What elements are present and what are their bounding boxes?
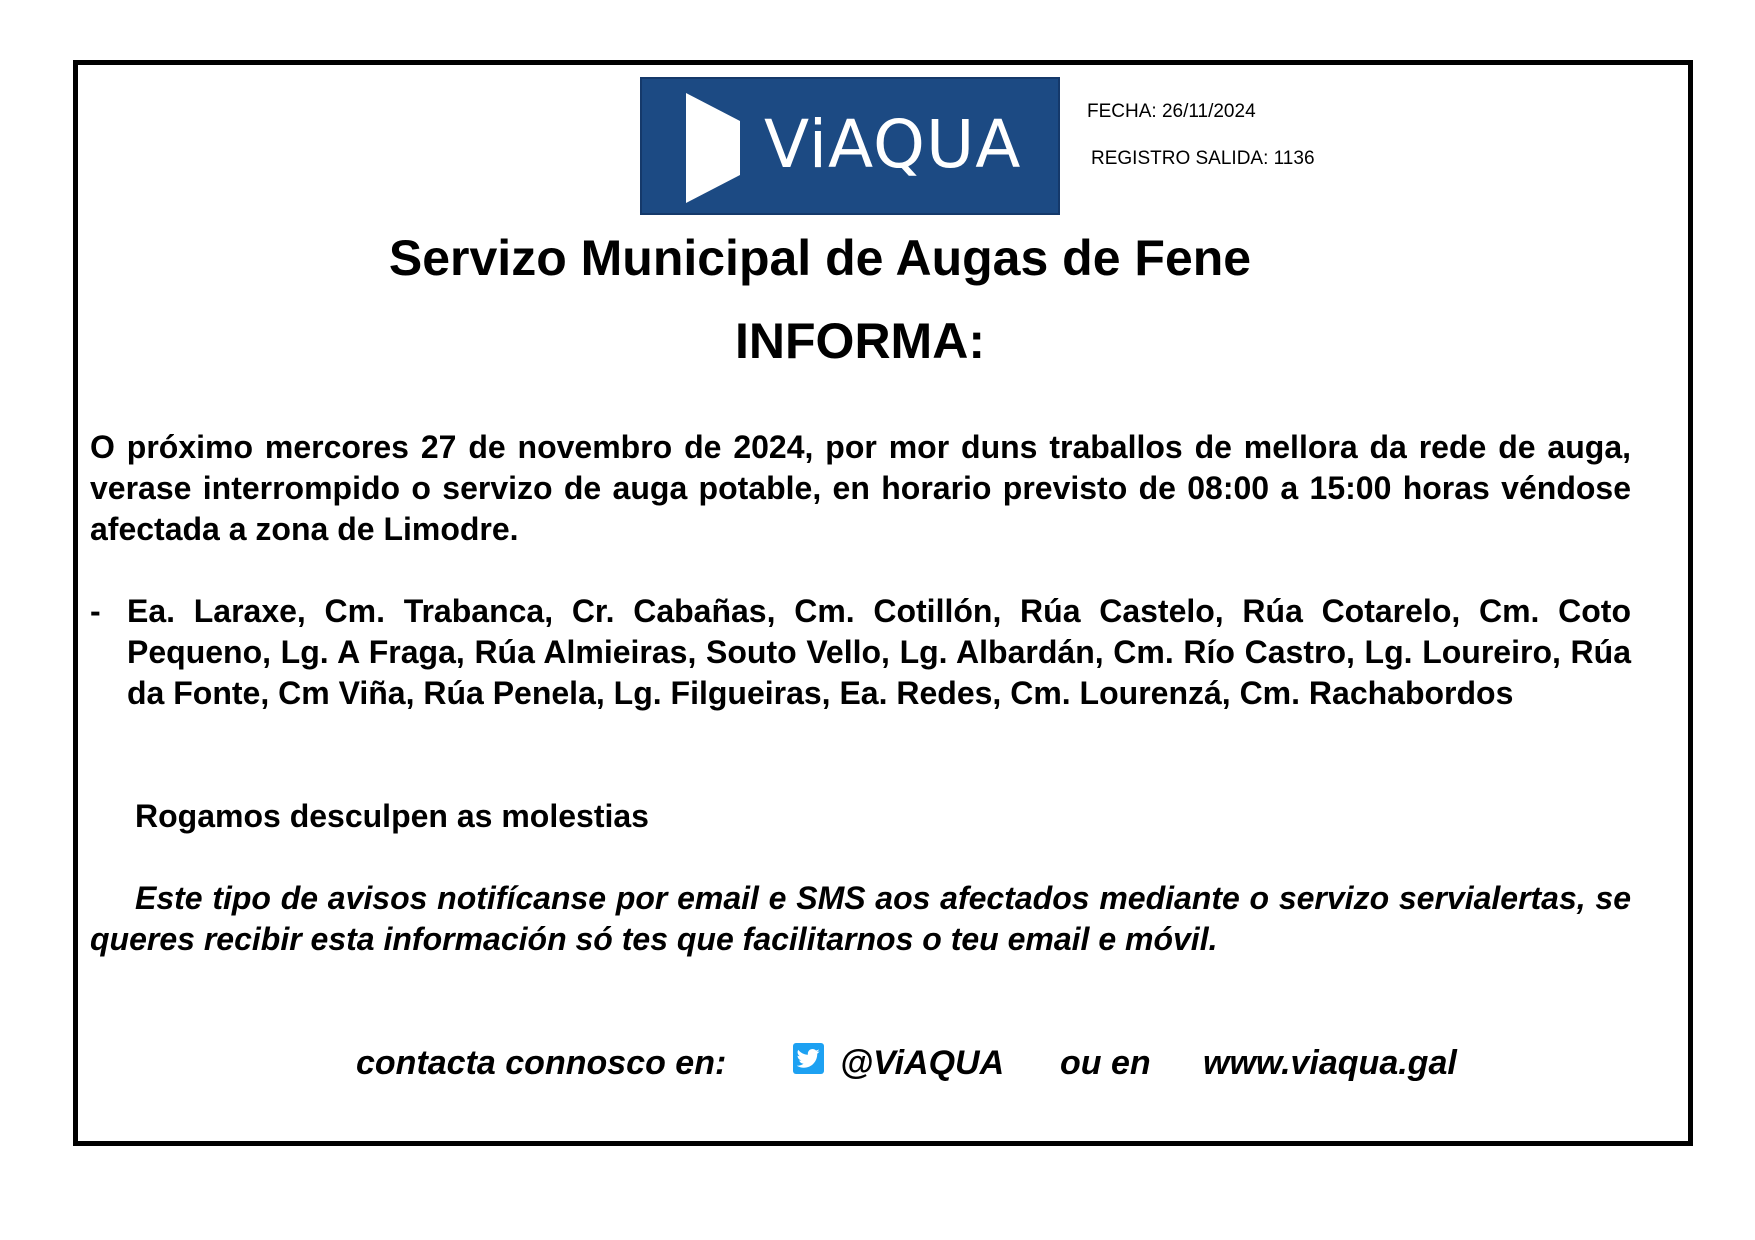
twitter-bird-icon <box>797 1048 820 1069</box>
page-subtitle: INFORMA: <box>735 313 985 369</box>
affected-streets-text: Ea. Laraxe, Cm. Trabanca, Cr. Cabañas, Cm. Cotillón, Rúa Castelo, Rúa Cotarelo, Cm. Coto Pequeno, Lg. A Fraga, Rúa Almieiras, Souto Vello, Lg. Albardán, Cm. Río Castro, Lg. Loureiro, Rúa da Fonte, Cm Viña, Rúa Penela, Lg. Filgueiras, Ea. Redes, Cm. Lourenzá, Cm. Rachabordos <box>127 593 1631 711</box>
contact-lead: contacta connosco en: <box>356 1044 727 1082</box>
website-link[interactable]: www.viaqua.gal <box>1203 1044 1457 1082</box>
bullet-dash: - <box>90 593 101 629</box>
document-date: FECHA: 26/11/2024 <box>1087 101 1256 122</box>
notification-notice: Este tipo de avisos notifícanse por email e SMS aos afectados mediante o servizo servialertas, se queres recibir esta información só tes que facilitarnos o teu email e móvil. <box>90 880 1631 957</box>
twitter-icon <box>793 1043 824 1074</box>
registry-number: REGISTRO SALIDA: 1136 <box>1091 148 1315 169</box>
logo-text: ViAQUA <box>764 106 1022 183</box>
logo-mark-icon <box>686 93 740 203</box>
twitter-handle-link[interactable]: @ViAQUA <box>840 1044 1005 1082</box>
apology-text: Rogamos desculpen as molestias <box>135 798 649 834</box>
page-title: Servizo Municipal de Augas de Fene <box>388 230 1252 286</box>
contact-or: ou en <box>1060 1044 1151 1082</box>
viaqua-logo <box>640 77 1060 215</box>
intro-paragraph: O próximo mercores 27 de novembro de 2024, por mor duns traballos de mellora da rede de auga, verase interrompido o servizo de auga potable, en horario previsto de 08:00 a 15:00 horas véndose afectada a zona de Limodre. <box>90 429 1631 547</box>
